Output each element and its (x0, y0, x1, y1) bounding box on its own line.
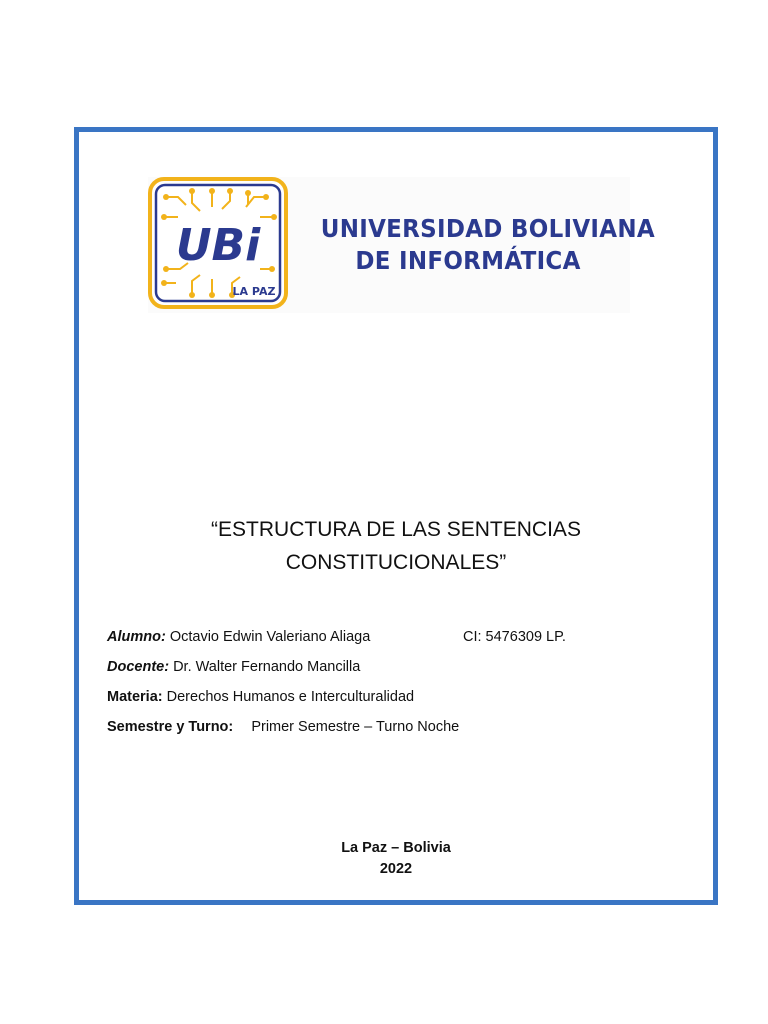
alumno-value: Octavio Edwin Valeriano Aliaga (169, 629, 371, 645)
footer-year: 2022 (379, 861, 413, 877)
ubi-badge-icon (148, 177, 288, 309)
student-details (107, 626, 667, 746)
university-logo (148, 177, 655, 313)
alumno-label: Alumno: (107, 629, 170, 645)
badge-city: LA PAZ (232, 285, 276, 298)
semestre-value: Primer Semestre – Turno Noche (251, 719, 460, 735)
title-line1: “ESTRUCTURA DE LAS SENTENCIAS (211, 518, 581, 541)
materia-row (107, 686, 667, 716)
docente-value: Dr. Walter Fernando Mancilla (173, 659, 361, 675)
docente-row (107, 656, 667, 686)
university-name-line2: DE INFORMÁTICA (355, 246, 581, 275)
ci-value: CI: 5476309 LP. (463, 629, 566, 645)
document-footer (74, 838, 718, 880)
university-name (320, 213, 655, 277)
university-name-line1: UNIVERSIDAD BOLIVIANA (320, 214, 655, 243)
alumno-row (107, 626, 667, 656)
materia-label: Materia: (107, 689, 167, 705)
docente-label: Docente: (107, 659, 174, 675)
materia-value: Derechos Humanos e Interculturalidad (166, 689, 415, 705)
footer-place: La Paz – Bolivia (341, 840, 451, 856)
semestre-row (107, 716, 667, 746)
semestre-label: Semestre y Turno: (107, 719, 238, 735)
title-line2: CONSTITUCIONALES” (285, 551, 507, 574)
document-title (74, 513, 718, 579)
badge-text: UBi (175, 220, 261, 271)
